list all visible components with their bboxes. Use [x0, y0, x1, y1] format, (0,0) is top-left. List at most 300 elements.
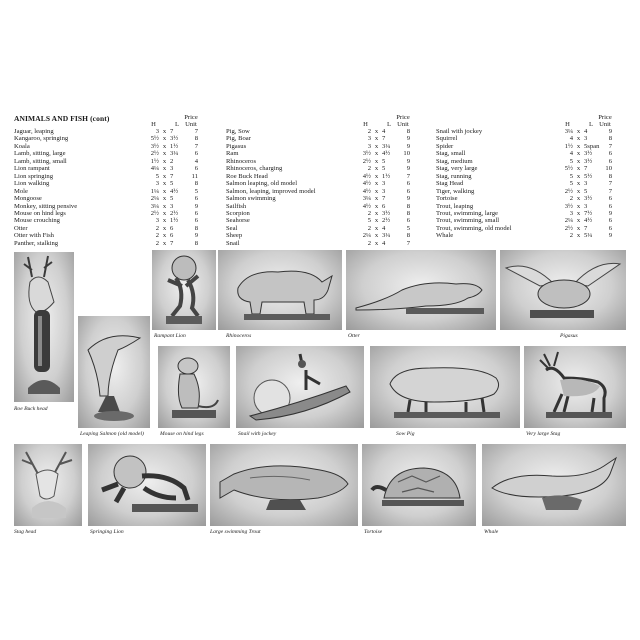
price-column-3: [436, 112, 612, 240]
times-sign: x: [576, 209, 581, 217]
price-row: [14, 210, 198, 217]
mouse-photo: [158, 346, 230, 428]
price-row: [436, 232, 612, 239]
item-name: Snail with jockey: [436, 128, 483, 135]
height-value: 3½: [564, 202, 573, 210]
otter-photo: [346, 250, 496, 330]
height-value: 5: [569, 180, 573, 188]
price-value: 7: [194, 128, 198, 135]
length-header: L: [174, 120, 180, 128]
length-value: 5: [170, 195, 174, 203]
length-value: 7: [170, 239, 174, 247]
times-sign: x: [576, 224, 581, 232]
price-column-1: [14, 112, 198, 247]
times-sign: x: [576, 172, 581, 180]
price-row: [226, 210, 410, 217]
column-header: [14, 112, 198, 128]
height-value: 4¼: [150, 165, 159, 173]
item-name: Panther, stalking: [14, 239, 59, 247]
length-value: 5: [170, 180, 174, 188]
times-sign: x: [162, 157, 167, 165]
price-value: 7: [608, 142, 612, 150]
height-value: 2½: [150, 209, 159, 217]
pigasus-photo: [500, 250, 626, 330]
caption-salmon: Leaping Salmon (old model): [80, 431, 144, 437]
price-row: [14, 165, 198, 172]
item-name: Lion rampant: [14, 165, 50, 173]
price-value: 5: [406, 224, 410, 232]
price-value: 8: [194, 224, 198, 232]
price-header: Price Unit: [184, 114, 198, 128]
length-value: 7: [170, 172, 174, 180]
price-value: 6: [406, 180, 410, 188]
price-value: 8: [608, 172, 612, 180]
caption-whale: Whale: [484, 529, 499, 535]
length-value: 6: [170, 232, 174, 240]
price-row: [436, 180, 612, 187]
length-value: 3½: [584, 150, 593, 158]
height-value: 3¼: [362, 195, 371, 203]
price-value: 9: [608, 128, 612, 135]
times-sign: x: [162, 217, 167, 225]
item-name: Mole: [14, 187, 28, 195]
price-value: 6: [608, 157, 612, 165]
price-row: [14, 203, 198, 210]
price-value: 9: [406, 165, 410, 173]
length-value: 3: [382, 187, 386, 195]
item-name: Roe Buck Head: [226, 172, 268, 180]
price-column-2: [226, 112, 410, 247]
times-sign: x: [162, 187, 167, 195]
length-header: L: [386, 120, 392, 128]
height-header: H: [151, 120, 156, 128]
height-value: 2¼: [150, 195, 159, 203]
height-value: 3½: [362, 150, 371, 158]
stag-head-photo: [14, 444, 82, 526]
price-value: 8: [194, 180, 198, 188]
caption-rampant-lion: Rampant Lion: [154, 333, 186, 339]
times-sign: x: [162, 202, 167, 210]
roe-buck-head-photo: [14, 252, 74, 402]
price-value: 6: [194, 165, 198, 173]
times-sign: x: [374, 142, 379, 150]
column-header: [226, 112, 410, 128]
item-name: Stag, small: [436, 150, 466, 158]
height-value: 4: [569, 135, 573, 143]
length-value: 4: [382, 128, 386, 135]
price-header: Price Unit: [396, 114, 410, 128]
height-value: 3¼: [150, 202, 159, 210]
price-row: [14, 173, 198, 180]
rhinoceros-photo: [218, 250, 342, 330]
times-sign: x: [374, 239, 379, 247]
height-value: 3: [155, 128, 159, 135]
times-sign: x: [374, 209, 379, 217]
length-value: 3½: [584, 157, 593, 165]
item-name: Tiger, walking: [436, 187, 475, 195]
times-sign: x: [374, 165, 379, 173]
height-value: 2½: [564, 224, 573, 232]
height-value: 3: [155, 217, 159, 225]
item-name: Mouse crouching: [14, 217, 60, 225]
height-value: 2: [367, 224, 371, 232]
height-value: 5: [569, 172, 573, 180]
length-value: 3: [584, 180, 588, 188]
item-name: Trout, swimming, old model: [436, 224, 512, 232]
price-value: 7: [608, 180, 612, 188]
times-sign: x: [576, 150, 581, 158]
price-value: 6: [194, 217, 198, 225]
price-value: 7: [194, 142, 198, 150]
length-value: 4: [382, 224, 386, 232]
height-value: 2: [155, 232, 159, 240]
times-sign: x: [162, 195, 167, 203]
price-value: 7: [406, 172, 410, 180]
height-value: 5: [155, 172, 159, 180]
length-value: 4½: [584, 217, 593, 225]
times-sign: x: [576, 128, 581, 135]
tortoise-photo: [362, 444, 476, 526]
price-value: 10: [605, 165, 612, 173]
price-row: [226, 150, 410, 157]
price-row: [226, 232, 410, 239]
item-name: Stag, very large: [436, 165, 478, 173]
length-value: 5: [382, 157, 386, 165]
price-value: 6: [608, 150, 612, 158]
section-heading: ANIMALS AND FISH (cont): [14, 114, 110, 123]
item-name: Pigasus: [226, 142, 247, 150]
length-value: 7: [382, 195, 386, 203]
length-value: 3: [584, 135, 588, 143]
price-value: 6: [608, 202, 612, 210]
times-sign: x: [576, 202, 581, 210]
item-name: Squirrel: [436, 135, 458, 143]
caption-trout: Large swimming Trout: [210, 529, 261, 535]
item-name: Seal: [226, 224, 238, 232]
height-value: 2: [155, 239, 159, 247]
price-row: [226, 225, 410, 232]
times-sign: x: [576, 180, 581, 188]
price-row: [14, 217, 198, 224]
price-row: [436, 203, 612, 210]
price-value: 9: [194, 202, 198, 210]
price-value: 9: [194, 232, 198, 240]
price-value: 4: [194, 157, 198, 165]
times-sign: x: [162, 209, 167, 217]
item-name: Otter with Fish: [14, 232, 54, 240]
times-sign: x: [162, 172, 167, 180]
times-sign: x: [374, 180, 379, 188]
length-value: 7: [382, 135, 386, 143]
item-name: Snail: [226, 239, 240, 247]
height-value: 2: [155, 224, 159, 232]
price-value: 11: [191, 172, 198, 180]
length-value: 6: [170, 224, 174, 232]
price-value: 8: [406, 232, 410, 240]
length-value: 4½: [382, 150, 391, 158]
height-value: 2: [569, 232, 573, 240]
price-row: [14, 128, 198, 135]
length-value: 4½: [170, 187, 179, 195]
price-row: [14, 180, 198, 187]
price-row: [436, 225, 612, 232]
item-name: Pig, Sow: [226, 128, 250, 135]
length-value: 7½: [584, 209, 593, 217]
price-value: 9: [406, 135, 410, 143]
length-value: 3¼: [382, 142, 391, 150]
price-value: 8: [194, 239, 198, 247]
times-sign: x: [374, 150, 379, 158]
item-name: Whale: [436, 232, 454, 240]
length-value: 3: [584, 202, 588, 210]
caption-stag-head: Stag head: [14, 529, 37, 535]
times-sign: x: [374, 224, 379, 232]
price-value: 9: [406, 157, 410, 165]
price-row: [226, 240, 410, 247]
price-row: [226, 158, 410, 165]
length-value: 3: [170, 165, 174, 173]
height-value: 2: [367, 128, 371, 135]
price-row: [436, 128, 612, 135]
price-value: 6: [406, 187, 410, 195]
price-row: [226, 217, 410, 224]
height-value: 1½: [564, 142, 573, 150]
length-value: 2½: [170, 209, 179, 217]
price-row: [436, 188, 612, 195]
price-row: [436, 217, 612, 224]
very-large-stag-photo: [524, 346, 626, 428]
item-name: Seahorse: [226, 217, 250, 225]
length-value: 3½: [382, 209, 391, 217]
height-value: 4: [569, 150, 573, 158]
height-value: 1¼: [150, 187, 159, 195]
price-row: [436, 135, 612, 142]
price-row: [14, 143, 198, 150]
price-row: [14, 188, 198, 195]
length-value: 7: [584, 165, 588, 173]
length-value: 1½: [170, 142, 179, 150]
height-value: 3½: [150, 142, 159, 150]
height-value: 4½: [362, 202, 371, 210]
price-value: 9: [608, 209, 612, 217]
price-value: 6: [608, 217, 612, 225]
price-row: [226, 128, 410, 135]
length-value: 5span: [584, 142, 600, 150]
price-row: [14, 135, 198, 142]
price-row: [436, 165, 612, 172]
price-row: [436, 143, 612, 150]
height-value: 2: [367, 209, 371, 217]
rampant-lion-photo: [152, 250, 216, 330]
price-value: 6: [406, 217, 410, 225]
times-sign: x: [162, 224, 167, 232]
price-value: 9: [406, 195, 410, 203]
item-name: Koala: [14, 142, 30, 150]
price-value: 7: [406, 239, 410, 247]
height-value: 2: [367, 239, 371, 247]
price-row: [14, 232, 198, 239]
item-name: Scorpion: [226, 209, 250, 217]
item-name: Lamb, sitting, large: [14, 150, 66, 158]
price-value: 6: [608, 195, 612, 203]
large-swimming-trout-photo: [210, 444, 358, 526]
times-sign: x: [162, 239, 167, 247]
price-value: 8: [194, 135, 198, 143]
times-sign: x: [576, 195, 581, 203]
height-value: 5: [367, 217, 371, 225]
item-name: Stag Head: [436, 180, 464, 188]
times-sign: x: [374, 202, 379, 210]
length-value: 4: [584, 128, 588, 135]
length-value: 3¼: [170, 150, 179, 158]
height-value: 2½: [362, 157, 371, 165]
price-row: [226, 203, 410, 210]
price-row: [226, 195, 410, 202]
length-value: 7: [170, 128, 174, 135]
times-sign: x: [374, 187, 379, 195]
price-value: 9: [406, 142, 410, 150]
column-header: [436, 112, 612, 128]
height-value: 4½: [362, 172, 371, 180]
price-row: [436, 210, 612, 217]
length-value: 7: [584, 224, 588, 232]
price-value: 8: [406, 209, 410, 217]
height-value: 5: [569, 157, 573, 165]
times-sign: x: [374, 217, 379, 225]
caption-otter: Otter: [348, 333, 360, 339]
height-value: 3: [569, 209, 573, 217]
times-sign: x: [162, 142, 167, 150]
times-sign: x: [576, 187, 581, 195]
length-value: 3½: [584, 195, 593, 203]
item-name: Pig, Boar: [226, 135, 251, 143]
price-row: [436, 173, 612, 180]
item-name: Ram: [226, 150, 239, 158]
leaping-salmon-photo: [78, 316, 150, 428]
item-name: Trout, leaping: [436, 202, 474, 210]
length-value: 3: [382, 180, 386, 188]
price-value: 6: [608, 224, 612, 232]
height-value: 2¼: [362, 232, 371, 240]
times-sign: x: [374, 157, 379, 165]
item-name: Rhinoceros, charging: [226, 165, 283, 173]
item-name: Sailfish: [226, 202, 247, 210]
caption-snail: Snail with jockey: [238, 431, 277, 437]
height-value: 3: [367, 135, 371, 143]
times-sign: x: [576, 135, 581, 143]
price-row: [436, 158, 612, 165]
times-sign: x: [374, 232, 379, 240]
item-name: Kangaroo, springing: [14, 135, 69, 143]
length-value: 5: [382, 165, 386, 173]
caption-rhinoceros: Rhinoceros: [226, 333, 252, 339]
caption-mouse: Mouse on hind legs: [160, 431, 204, 437]
times-sign: x: [576, 165, 581, 173]
length-value: 6: [382, 202, 386, 210]
price-row: [14, 150, 198, 157]
item-name: Sheep: [226, 232, 243, 240]
whale-photo: [482, 444, 626, 526]
caption-very-large-stag: Very large Stag: [526, 431, 561, 437]
snail-photo: [236, 346, 364, 428]
caption-tortoise: Tortoise: [364, 529, 383, 535]
length-value: 3½: [170, 135, 179, 143]
item-name: Lion walking: [14, 180, 50, 188]
item-name: Jaguar, leaping: [14, 128, 54, 135]
height-value: 4½: [362, 180, 371, 188]
item-name: Salmon, leaping, improved model: [226, 187, 316, 195]
item-name: Trout, swimming, small: [436, 217, 500, 225]
height-value: 4½: [362, 187, 371, 195]
item-name: Spider: [436, 142, 454, 150]
times-sign: x: [576, 232, 581, 240]
price-row: [436, 195, 612, 202]
item-name: Stag, medium: [436, 157, 473, 165]
price-row: [226, 143, 410, 150]
height-value: 3: [367, 142, 371, 150]
price-header: Price Unit: [598, 114, 612, 128]
price-row: [226, 173, 410, 180]
price-row: [226, 165, 410, 172]
springing-lion-photo: [88, 444, 206, 526]
price-value: 8: [406, 202, 410, 210]
height-value: 2¼: [564, 217, 573, 225]
caption-sow-pig: Sow Pig: [396, 431, 415, 437]
times-sign: x: [576, 142, 581, 150]
length-value: 3¼: [382, 232, 391, 240]
length-value: 1½: [170, 217, 179, 225]
sow-pig-photo: [370, 346, 520, 428]
price-value: 6: [194, 195, 198, 203]
times-sign: x: [576, 217, 581, 225]
height-value: 2½: [150, 150, 159, 158]
item-name: Monkey, sitting pensive: [14, 202, 78, 210]
price-row: [14, 195, 198, 202]
height-value: 2½: [564, 187, 573, 195]
length-value: 4: [382, 239, 386, 247]
caption-springing-lion: Springing Lion: [90, 529, 124, 535]
times-sign: x: [374, 172, 379, 180]
price-value: 5: [194, 187, 198, 195]
caption-pigasus: Pigasus: [560, 333, 578, 339]
item-name: Salmon swimming: [226, 195, 276, 203]
price-value: 8: [608, 135, 612, 143]
caption-roe-buck: Roe Buck head: [14, 406, 48, 412]
height-value: 3: [155, 180, 159, 188]
height-value: 2: [367, 165, 371, 173]
price-value: 10: [403, 150, 410, 158]
times-sign: x: [162, 128, 167, 135]
length-value: 5: [584, 187, 588, 195]
item-name: Rhinoceros: [226, 157, 257, 165]
times-sign: x: [162, 232, 167, 240]
length-value: 2½: [382, 217, 391, 225]
price-row: [436, 150, 612, 157]
length-header: L: [588, 120, 594, 128]
price-row: [14, 225, 198, 232]
times-sign: x: [162, 135, 167, 143]
length-value: 5½: [584, 172, 593, 180]
price-row: [14, 240, 198, 247]
item-name: Mouse on hind legs: [14, 209, 66, 217]
price-value: 8: [406, 128, 410, 135]
times-sign: x: [374, 135, 379, 143]
price-value: 6: [194, 150, 198, 158]
price-row: [226, 188, 410, 195]
times-sign: x: [374, 128, 379, 135]
price-row: [14, 158, 198, 165]
length-value: 1½: [382, 172, 391, 180]
